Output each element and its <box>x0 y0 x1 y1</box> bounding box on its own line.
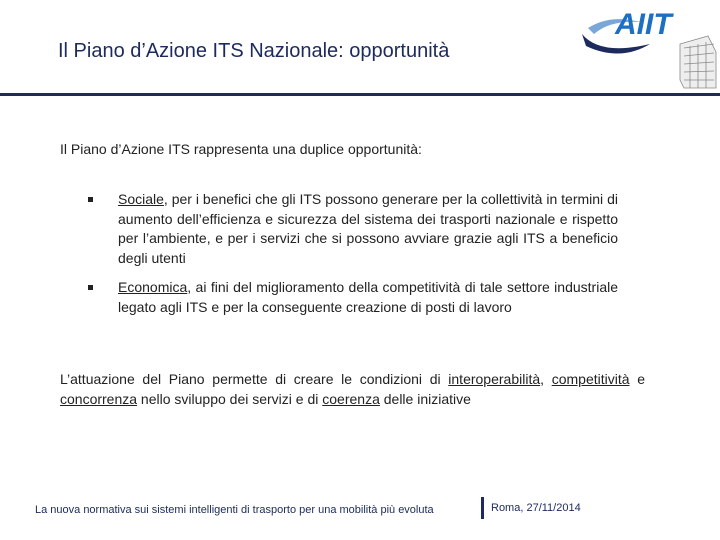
header-divider <box>0 93 720 96</box>
intro-text: Il Piano d’Azione ITS rappresenta una duplice opportunità: <box>60 141 422 157</box>
logo-text: AIIT <box>615 8 672 41</box>
paragraph-text: nello sviluppo dei servizi e di <box>137 390 323 407</box>
keyword-competitivita: competitività <box>551 371 630 387</box>
bullet-marker <box>88 197 93 202</box>
paragraph-text: e <box>629 371 645 387</box>
keyword-concorrenza: concorrenza <box>60 390 138 407</box>
bullet-list <box>88 190 618 327</box>
slide-title: Il Piano d’Azione ITS Nazionale: opportunità <box>58 40 450 62</box>
bullet-item-sociale <box>88 190 618 268</box>
conclusion-paragraph <box>60 370 645 409</box>
footer-caption: La nuova normativa sui sistemi intelligenti di trasporto per una mobilità più evoluta <box>35 504 434 516</box>
paragraph-text: , <box>540 371 552 387</box>
bullet-item-economica <box>88 278 618 317</box>
bullet-keyword: Sociale <box>118 191 164 207</box>
keyword-interoperabilita: interoperabilità <box>448 371 541 387</box>
footer-separator <box>481 497 484 519</box>
bullet-keyword: Economica <box>118 279 188 295</box>
paragraph-text: delle iniziative <box>379 390 471 407</box>
bullet-text: , ai fini del miglioramento della competitività di tale settore industriale legato agli ITS e per la conseguente creazione di posti di lavoro <box>118 279 618 315</box>
aiit-logo <box>580 4 720 94</box>
keyword-coerenza: coerenza <box>322 390 380 407</box>
building-icon <box>680 36 716 88</box>
bullet-text: , per i benefici che gli ITS possono generare per la collettività in termini di aumento dell’efficienza e sicurezza del sistema dei trasporti nazionale e rispetto per l’ambiente, e per i servizi che si possono avviare grazie agli ITS a beneficio degli utenti <box>118 191 618 266</box>
bullet-marker <box>88 285 93 290</box>
paragraph-text: L’attuazione del Piano permette di creare le condizioni di <box>60 371 449 387</box>
footer-date: Roma, 27/11/2014 <box>491 502 581 514</box>
